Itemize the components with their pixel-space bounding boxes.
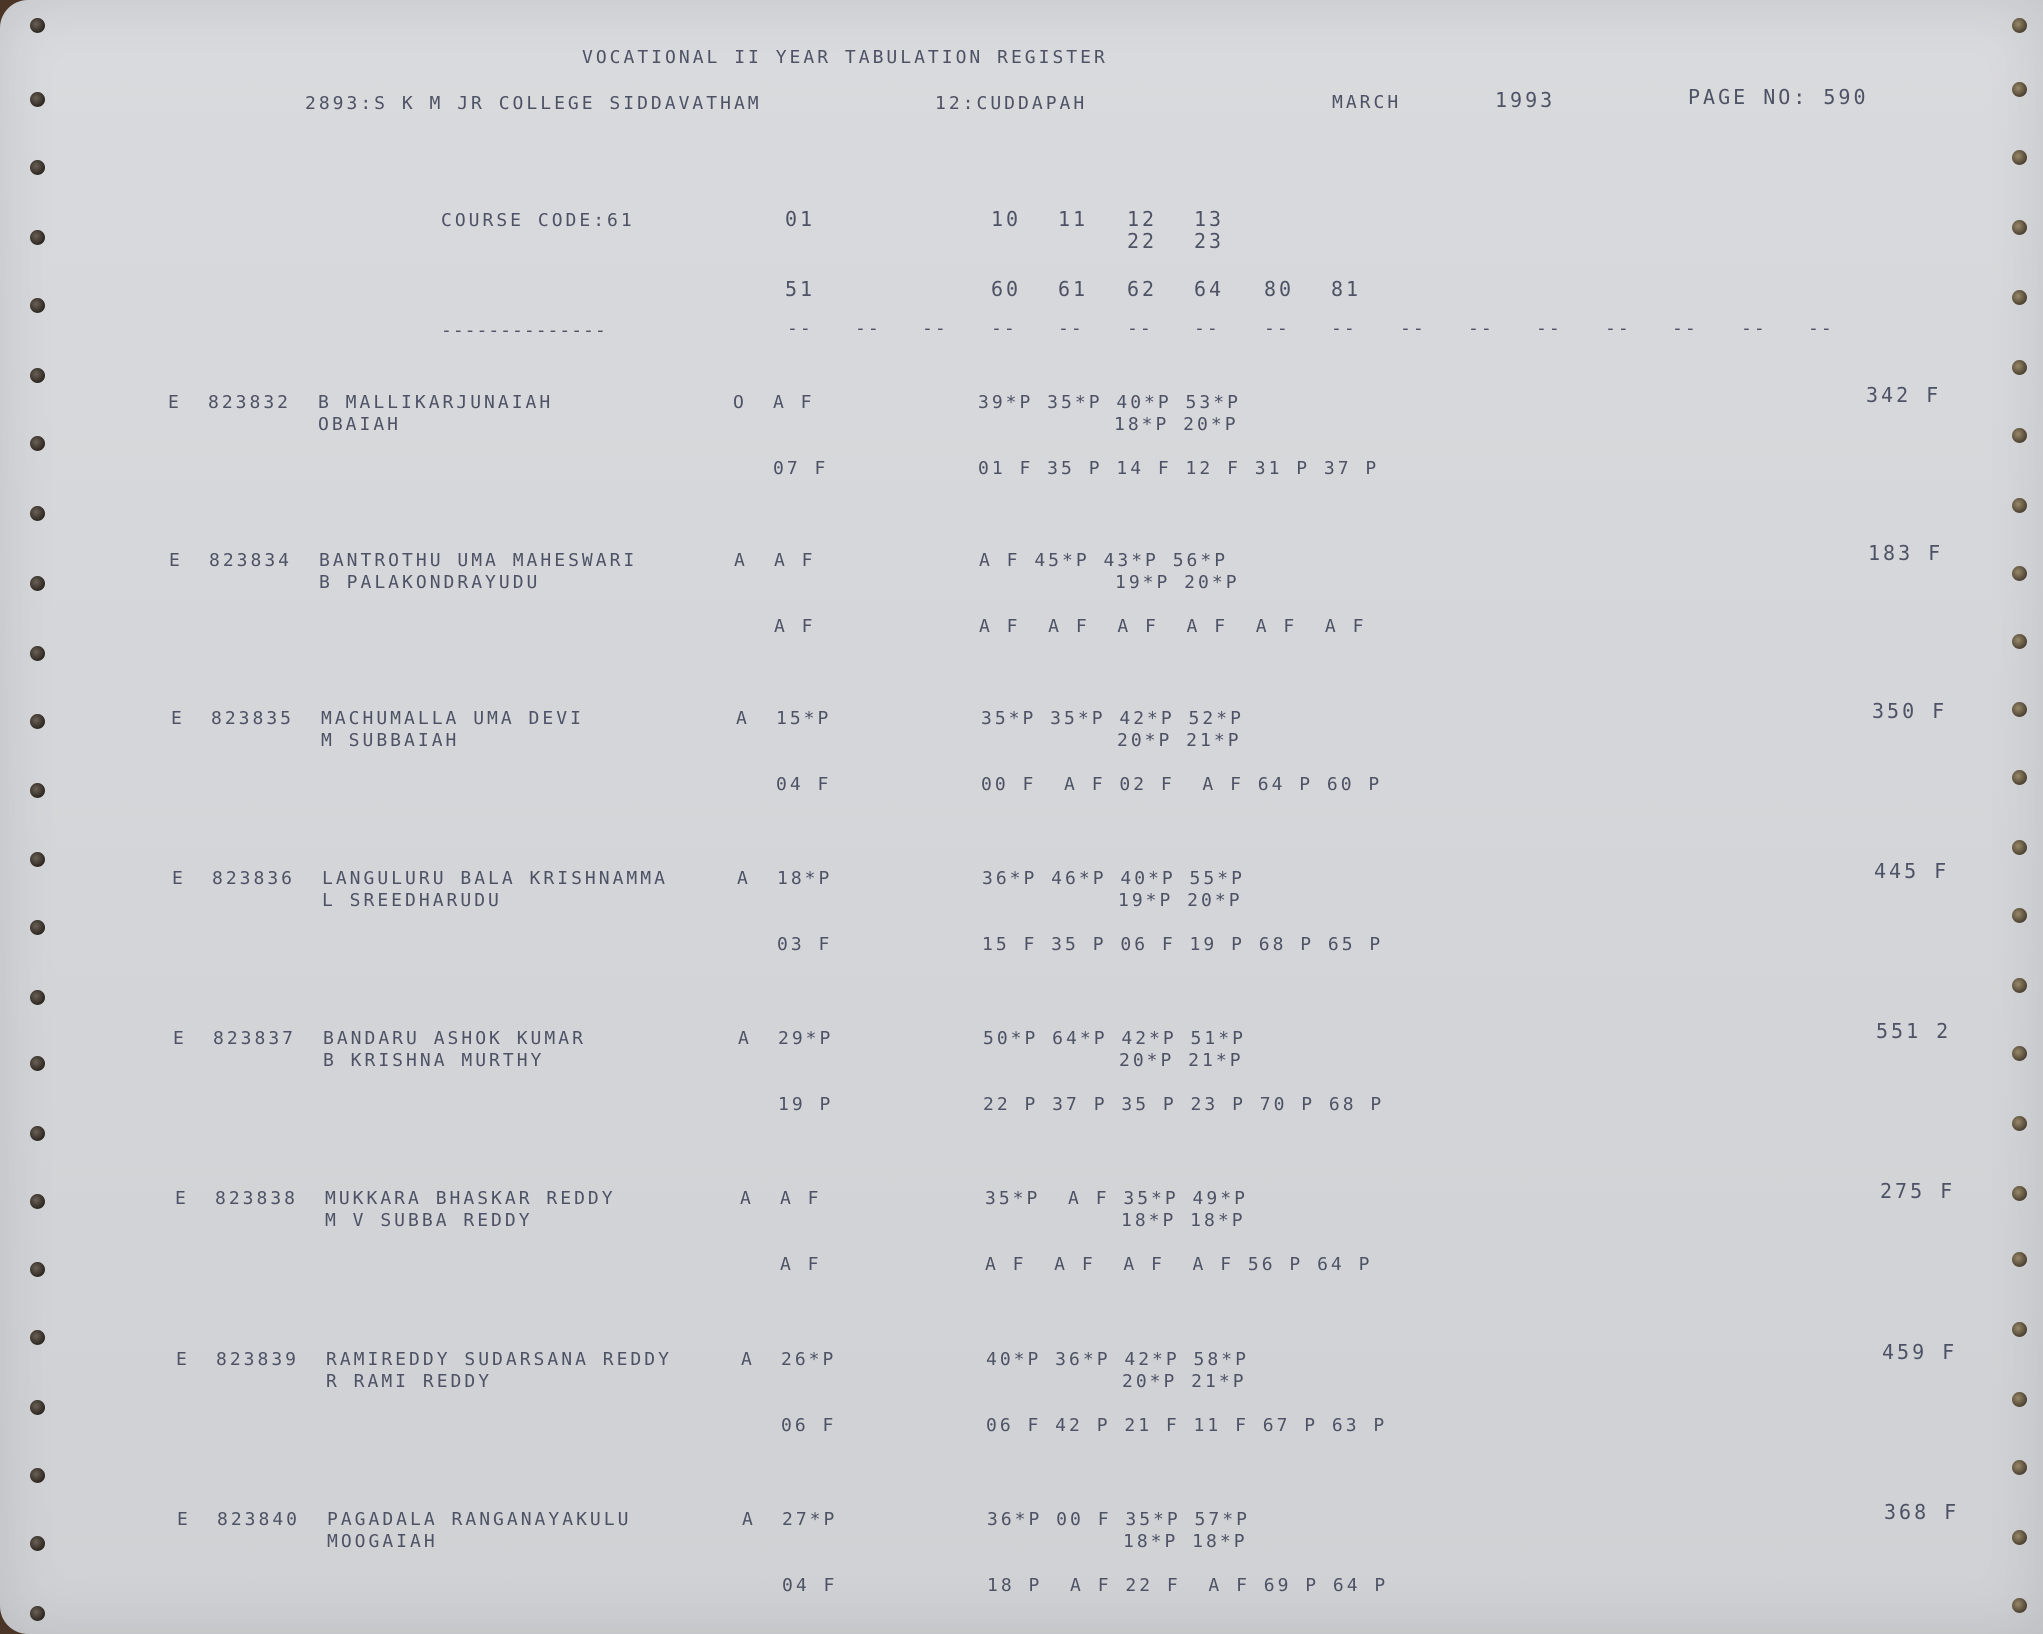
subject-marks-row1: 39*P 35*P 40*P 53*P xyxy=(978,392,1241,413)
tractor-hole xyxy=(2012,566,2027,581)
tractor-hole xyxy=(30,1400,45,1415)
tractor-hole xyxy=(30,1056,45,1071)
tractor-hole xyxy=(30,920,45,935)
tractor-hole xyxy=(2012,1046,2027,1061)
tractor-hole xyxy=(2012,840,2027,855)
total-and-result: 342 F xyxy=(1866,383,1942,407)
tractor-hole xyxy=(30,436,45,451)
tractor-hole xyxy=(2012,290,2027,305)
subject-51-mark: 19 P xyxy=(778,1094,834,1115)
column-separator: -- xyxy=(1672,318,1698,339)
subject-marks-row2: A F A F A F A F A F A F xyxy=(979,616,1367,637)
right-tractor-holes xyxy=(2012,0,2032,1634)
tractor-hole xyxy=(30,990,45,1005)
col-header-11: 11 xyxy=(1058,207,1089,231)
roll-number: 823838 xyxy=(215,1188,299,1209)
total-and-result: 368 F xyxy=(1884,1500,1960,1524)
subject-51-mark: A F xyxy=(780,1254,822,1275)
tractor-hole xyxy=(30,1468,45,1483)
subject-marks-row1b: 19*P 20*P xyxy=(1118,890,1243,911)
tractor-hole xyxy=(2012,634,2027,649)
category: A xyxy=(738,1028,752,1049)
tractor-hole xyxy=(2012,770,2027,785)
subject-marks-row1: 36*P 00 F 35*P 57*P xyxy=(987,1509,1250,1530)
col-header-62: 62 xyxy=(1127,277,1158,301)
exam-year: 1993 xyxy=(1495,88,1556,112)
exam-month: MARCH xyxy=(1332,92,1402,113)
father-name: MOOGAIAH xyxy=(327,1531,438,1552)
course-code: COURSE CODE:61 xyxy=(441,210,635,231)
subject-01-mark: A F xyxy=(780,1188,822,1209)
col-header-80: 80 xyxy=(1264,277,1295,301)
tractor-hole xyxy=(2012,1252,2027,1267)
exam-flag: E xyxy=(168,392,182,413)
tractor-hole xyxy=(30,783,45,798)
subject-51-mark: A F xyxy=(774,616,816,637)
category: A xyxy=(734,550,748,571)
column-separator: -- xyxy=(1264,318,1290,339)
col-header-13: 13 xyxy=(1194,207,1225,231)
column-separator: -- xyxy=(1808,318,1834,339)
column-separator: -- xyxy=(1058,318,1084,339)
father-name: L SREEDHARUDU xyxy=(322,890,502,911)
student-name: LANGULURU BALA KRISHNAMMA xyxy=(322,868,668,889)
subject-marks-row1: 50*P 64*P 42*P 51*P xyxy=(983,1028,1246,1049)
col-header-64: 64 xyxy=(1194,277,1225,301)
tractor-hole xyxy=(2012,360,2027,375)
tractor-hole xyxy=(2012,702,2027,717)
subject-marks-row2: 15 F 35 P 06 F 19 P 68 P 65 P xyxy=(982,934,1384,955)
student-name: PAGADALA RANGANAYAKULU xyxy=(327,1509,632,1530)
exam-flag: E xyxy=(172,868,186,889)
tractor-hole xyxy=(30,368,45,383)
category: A xyxy=(740,1188,754,1209)
col-header-22: 22 xyxy=(1127,229,1158,253)
tractor-hole xyxy=(2012,498,2027,513)
total-and-result: 275 F xyxy=(1880,1179,1956,1203)
page-number: PAGE NO: 590 xyxy=(1688,85,1869,109)
total-and-result: 551 2 xyxy=(1876,1019,1952,1043)
father-name: OBAIAH xyxy=(318,414,402,435)
subject-marks-row1b: 20*P 21*P xyxy=(1117,730,1242,751)
father-name: M V SUBBA REDDY xyxy=(325,1210,533,1231)
col-header-81: 81 xyxy=(1331,277,1362,301)
subject-51-mark: 03 F xyxy=(777,934,833,955)
subject-01-mark: 15*P xyxy=(776,708,832,729)
tractor-hole xyxy=(2012,1392,2027,1407)
subject-51-mark: 04 F xyxy=(776,774,832,795)
tractor-hole xyxy=(2012,150,2027,165)
college-name: 2893:S K M JR COLLEGE SIDDAVATHAM xyxy=(305,93,762,114)
column-separator: -- xyxy=(1468,318,1494,339)
father-name: B KRISHNA MURTHY xyxy=(323,1050,545,1071)
column-separator: -- xyxy=(1194,318,1220,339)
tractor-hole xyxy=(30,1330,45,1345)
subject-marks-row2: A F A F A F A F 56 P 64 P xyxy=(985,1254,1373,1275)
subject-01-mark: 29*P xyxy=(778,1028,834,1049)
col-header-60: 60 xyxy=(991,277,1022,301)
column-separator: -- xyxy=(1127,318,1153,339)
subject-marks-row2: 18 P A F 22 F A F 69 P 64 P xyxy=(987,1575,1389,1596)
col-header-10: 10 xyxy=(991,207,1022,231)
subject-marks-row1: 35*P A F 35*P 49*P xyxy=(985,1188,1248,1209)
subject-01-mark: 26*P xyxy=(781,1349,837,1370)
student-name: MACHUMALLA UMA DEVI xyxy=(321,708,584,729)
subject-marks-row1b: 20*P 21*P xyxy=(1119,1050,1244,1071)
tractor-hole xyxy=(30,1194,45,1209)
subject-marks-row1: 40*P 36*P 42*P 58*P xyxy=(986,1349,1249,1370)
column-separator: -- xyxy=(1605,318,1631,339)
column-separator: -- xyxy=(1400,318,1426,339)
father-name: M SUBBAIAH xyxy=(321,730,460,751)
tractor-hole xyxy=(30,714,45,729)
exam-flag: E xyxy=(176,1349,190,1370)
district-name: 12:CUDDAPAH xyxy=(935,93,1088,114)
student-name: RAMIREDDY SUDARSANA REDDY xyxy=(326,1349,672,1370)
subject-marks-row1: A F 45*P 43*P 56*P xyxy=(979,550,1229,571)
subject-51-mark: 04 F xyxy=(782,1575,838,1596)
tractor-hole xyxy=(2012,1322,2027,1337)
tractor-hole xyxy=(30,1126,45,1141)
course-code-underline: -------------- xyxy=(441,320,607,341)
roll-number: 823836 xyxy=(212,868,296,889)
roll-number: 823834 xyxy=(209,550,293,571)
tractor-hole xyxy=(30,1536,45,1551)
col-header-51: 51 xyxy=(785,277,816,301)
column-separator: -- xyxy=(855,318,881,339)
subject-marks-row1: 36*P 46*P 40*P 55*P xyxy=(982,868,1245,889)
subject-01-mark: A F xyxy=(774,550,816,571)
tractor-hole xyxy=(2012,908,2027,923)
total-and-result: 183 F xyxy=(1868,541,1944,565)
subject-01-mark: 18*P xyxy=(777,868,833,889)
tractor-hole xyxy=(30,1606,45,1621)
column-separator: -- xyxy=(1536,318,1562,339)
tractor-hole xyxy=(30,18,45,33)
tractor-hole xyxy=(2012,428,2027,443)
category: O xyxy=(733,392,747,413)
tractor-hole xyxy=(2012,1116,2027,1131)
roll-number: 823832 xyxy=(208,392,292,413)
tractor-hole xyxy=(30,576,45,591)
roll-number: 823837 xyxy=(213,1028,297,1049)
roll-number: 823839 xyxy=(216,1349,300,1370)
father-name: B PALAKONDRAYUDU xyxy=(319,572,541,593)
tractor-hole xyxy=(2012,1530,2027,1545)
category: A xyxy=(737,868,751,889)
column-separator: -- xyxy=(922,318,948,339)
roll-number: 823835 xyxy=(211,708,295,729)
left-tractor-holes xyxy=(30,0,50,1634)
subject-marks-row1b: 19*P 20*P xyxy=(1115,572,1240,593)
col-header-23: 23 xyxy=(1194,229,1225,253)
tractor-hole xyxy=(30,506,45,521)
tractor-hole xyxy=(30,298,45,313)
subject-marks-row1b: 18*P 18*P xyxy=(1121,1210,1246,1231)
subject-marks-row2: 01 F 35 P 14 F 12 F 31 P 37 P xyxy=(978,458,1380,479)
col-header-12: 12 xyxy=(1127,207,1158,231)
category: A xyxy=(742,1509,756,1530)
tractor-hole xyxy=(30,92,45,107)
total-and-result: 350 F xyxy=(1872,699,1948,723)
category: A xyxy=(741,1349,755,1370)
subject-marks-row1b: 20*P 21*P xyxy=(1122,1371,1247,1392)
tractor-hole xyxy=(2012,220,2027,235)
col-header-01: 01 xyxy=(785,207,816,231)
subject-marks-row1b: 18*P 20*P xyxy=(1114,414,1239,435)
tractor-hole xyxy=(2012,1460,2027,1475)
subject-marks-row1b: 18*P 18*P xyxy=(1123,1531,1248,1552)
register-title: VOCATIONAL II YEAR TABULATION REGISTER xyxy=(582,47,1108,68)
subject-01-mark: 27*P xyxy=(782,1509,838,1530)
tractor-hole xyxy=(2012,82,2027,97)
tractor-hole xyxy=(30,852,45,867)
column-separator: -- xyxy=(787,318,813,339)
subject-51-mark: 07 F xyxy=(773,458,829,479)
subject-01-mark: A F xyxy=(773,392,815,413)
student-name: MUKKARA BHASKAR REDDY xyxy=(325,1188,616,1209)
subject-marks-row1: 35*P 35*P 42*P 52*P xyxy=(981,708,1244,729)
total-and-result: 459 F xyxy=(1882,1340,1958,1364)
father-name: R RAMI REDDY xyxy=(326,1371,493,1392)
tractor-hole xyxy=(30,160,45,175)
tractor-hole xyxy=(2012,1186,2027,1201)
column-separator: -- xyxy=(1741,318,1767,339)
tractor-hole xyxy=(30,230,45,245)
exam-flag: E xyxy=(177,1509,191,1530)
category: A xyxy=(736,708,750,729)
total-and-result: 445 F xyxy=(1874,859,1950,883)
exam-flag: E xyxy=(173,1028,187,1049)
tractor-hole xyxy=(30,646,45,661)
tractor-hole xyxy=(2012,978,2027,993)
tractor-hole xyxy=(2012,1598,2027,1613)
student-name: BANTROTHU UMA MAHESWARI xyxy=(319,550,638,571)
exam-flag: E xyxy=(175,1188,189,1209)
exam-flag: E xyxy=(169,550,183,571)
student-name: BANDARU ASHOK KUMAR xyxy=(323,1028,586,1049)
column-separator: -- xyxy=(1331,318,1357,339)
subject-marks-row2: 22 P 37 P 35 P 23 P 70 P 68 P xyxy=(983,1094,1385,1115)
column-separator: -- xyxy=(991,318,1017,339)
col-header-61: 61 xyxy=(1058,277,1089,301)
tractor-hole xyxy=(2012,18,2027,33)
subject-marks-row2: 00 F A F 02 F A F 64 P 60 P xyxy=(981,774,1383,795)
exam-flag: E xyxy=(171,708,185,729)
student-name: B MALLIKARJUNAIAH xyxy=(318,392,554,413)
subject-51-mark: 06 F xyxy=(781,1415,837,1436)
tractor-hole xyxy=(30,1262,45,1277)
roll-number: 823840 xyxy=(217,1509,301,1530)
subject-marks-row2: 06 F 42 P 21 F 11 F 67 P 63 P xyxy=(986,1415,1388,1436)
